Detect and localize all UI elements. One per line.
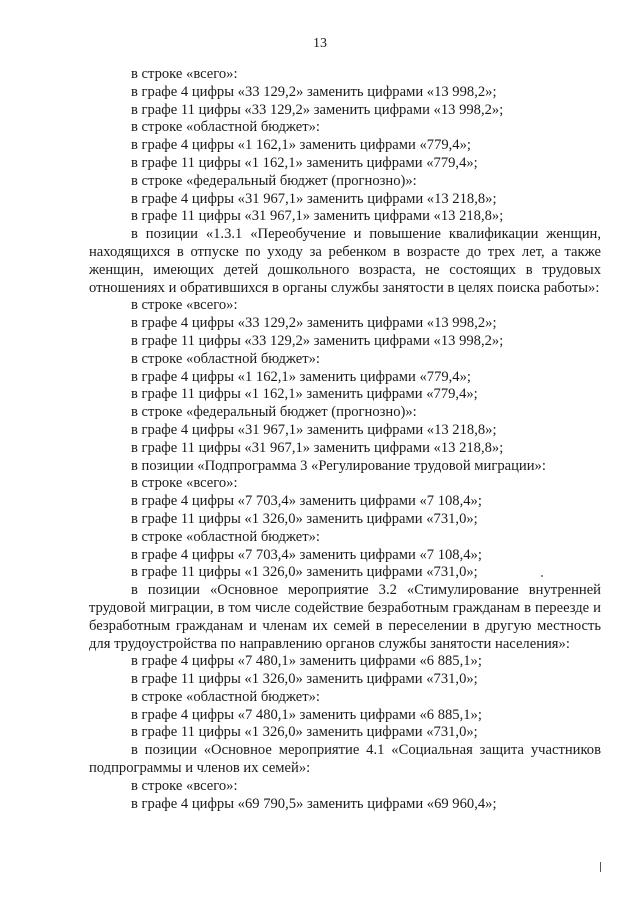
text-line: в строке «всего»: xyxy=(131,297,238,314)
text-line: в графе 11 цифры «1 162,1» заменить цифрами «779,4»; xyxy=(131,154,478,171)
text-line: в графе 4 цифры «7 703,4» заменить цифрами «7 108,4»; xyxy=(131,546,482,563)
text-line: в графе 4 цифры «69 790,5» заменить цифрами «69 960,4»; xyxy=(131,795,497,812)
text-line: в графе 4 цифры «1 162,1» заменить цифрами «779,4»; xyxy=(131,368,471,385)
text-line: в графе 4 цифры «31 967,1» заменить цифрами «13 218,8»; xyxy=(131,190,497,207)
text-line: в строке «всего»: xyxy=(131,475,238,492)
paragraph-measure-4-1: в позиции «Основное мероприятие 4.1 «Социальная защита участников подпрограммы и членов их семей»: xyxy=(89,742,601,777)
text-line: в строке «федеральный бюджет (прогнозно)»: xyxy=(131,404,417,421)
document-body xyxy=(89,66,601,813)
text-line: в графе 4 цифры «31 967,1» заменить цифрами «13 218,8»; xyxy=(131,421,497,438)
text-line: в графе 11 цифры «33 129,2» заменить цифрами «13 998,2»; xyxy=(131,332,504,349)
text-line: в строке «федеральный бюджет (прогнозно)»: xyxy=(131,172,417,189)
page-number: 13 xyxy=(313,36,327,51)
text-line: в графе 4 цифры «7 480,1» заменить цифрами «6 885,1»; xyxy=(131,653,482,670)
text-line: в строке «областной бюджет»: xyxy=(131,688,320,705)
text-line: в графе 11 цифры «1 326,0» заменить цифрами «731,0»; xyxy=(131,510,478,527)
text-line: в графе 4 цифры «33 129,2» заменить цифрами «13 998,2»; xyxy=(131,83,497,100)
scan-mark xyxy=(600,862,601,872)
text-line: в позиции «Подпрограмма 3 «Регулирование трудовой миграции»: xyxy=(131,457,546,474)
text-line: в строке «всего»: xyxy=(131,66,238,82)
paragraph-measure-3-2: в позиции «Основное мероприятие 3.2 «Стимулирование внутренней трудовой миграции, в том числе содействие безработным гражданам в переезде и безработным гражданам и членам их семей в переселении в другую местность для трудоустройства по направлению органов службы занятости населения»: xyxy=(89,582,601,652)
text-line: в графе 11 цифры «33 129,2» заменить цифрами «13 998,2»; xyxy=(131,101,504,118)
text-line: в графе 4 цифры «7 480,1» заменить цифрами «6 885,1»; xyxy=(131,706,482,723)
text-line: в графе 11 цифры «1 326,0» заменить цифрами «731,0»; xyxy=(131,671,478,688)
text-line: в графе 4 цифры «1 162,1» заменить цифрами «779,4»; xyxy=(131,137,471,154)
text-line: в графе 11 цифры «1 162,1» заменить цифрами «779,4»; xyxy=(131,386,478,403)
text-line: в графе 11 цифры «31 967,1» заменить цифрами «13 218,8»; xyxy=(131,439,504,456)
scan-speck xyxy=(541,575,543,577)
text-line: в графе 11 цифры «31 967,1» заменить цифрами «13 218,8»; xyxy=(131,208,504,225)
text-line: в строке «всего»: xyxy=(131,777,238,794)
paragraph-position-1-3-1: в позиции «1.3.1 «Переобучение и повышение квалификации женщин, находящихся в отпуске по уходу за ребенком в возрасте до трех лет, а также женщин, имеющих детей дошкольного возраста, не состоящих в трудовых отношениях и обратившихся в органы службы занятости в целях поиска работы»: xyxy=(89,226,601,296)
text-line: в графе 4 цифры «7 703,4» заменить цифрами «7 108,4»; xyxy=(131,493,482,510)
text-line: в графе 11 цифры «1 326,0» заменить цифрами «731,0»; xyxy=(131,564,478,581)
text-line: в графе 4 цифры «33 129,2» заменить цифрами «13 998,2»; xyxy=(131,315,497,332)
text-line: в строке «областной бюджет»: xyxy=(131,528,320,545)
text-line: в графе 11 цифры «1 326,0» заменить цифрами «731,0»; xyxy=(131,724,478,741)
text-line: в строке «областной бюджет»: xyxy=(131,350,320,367)
text-line: в строке «областной бюджет»: xyxy=(131,119,320,136)
